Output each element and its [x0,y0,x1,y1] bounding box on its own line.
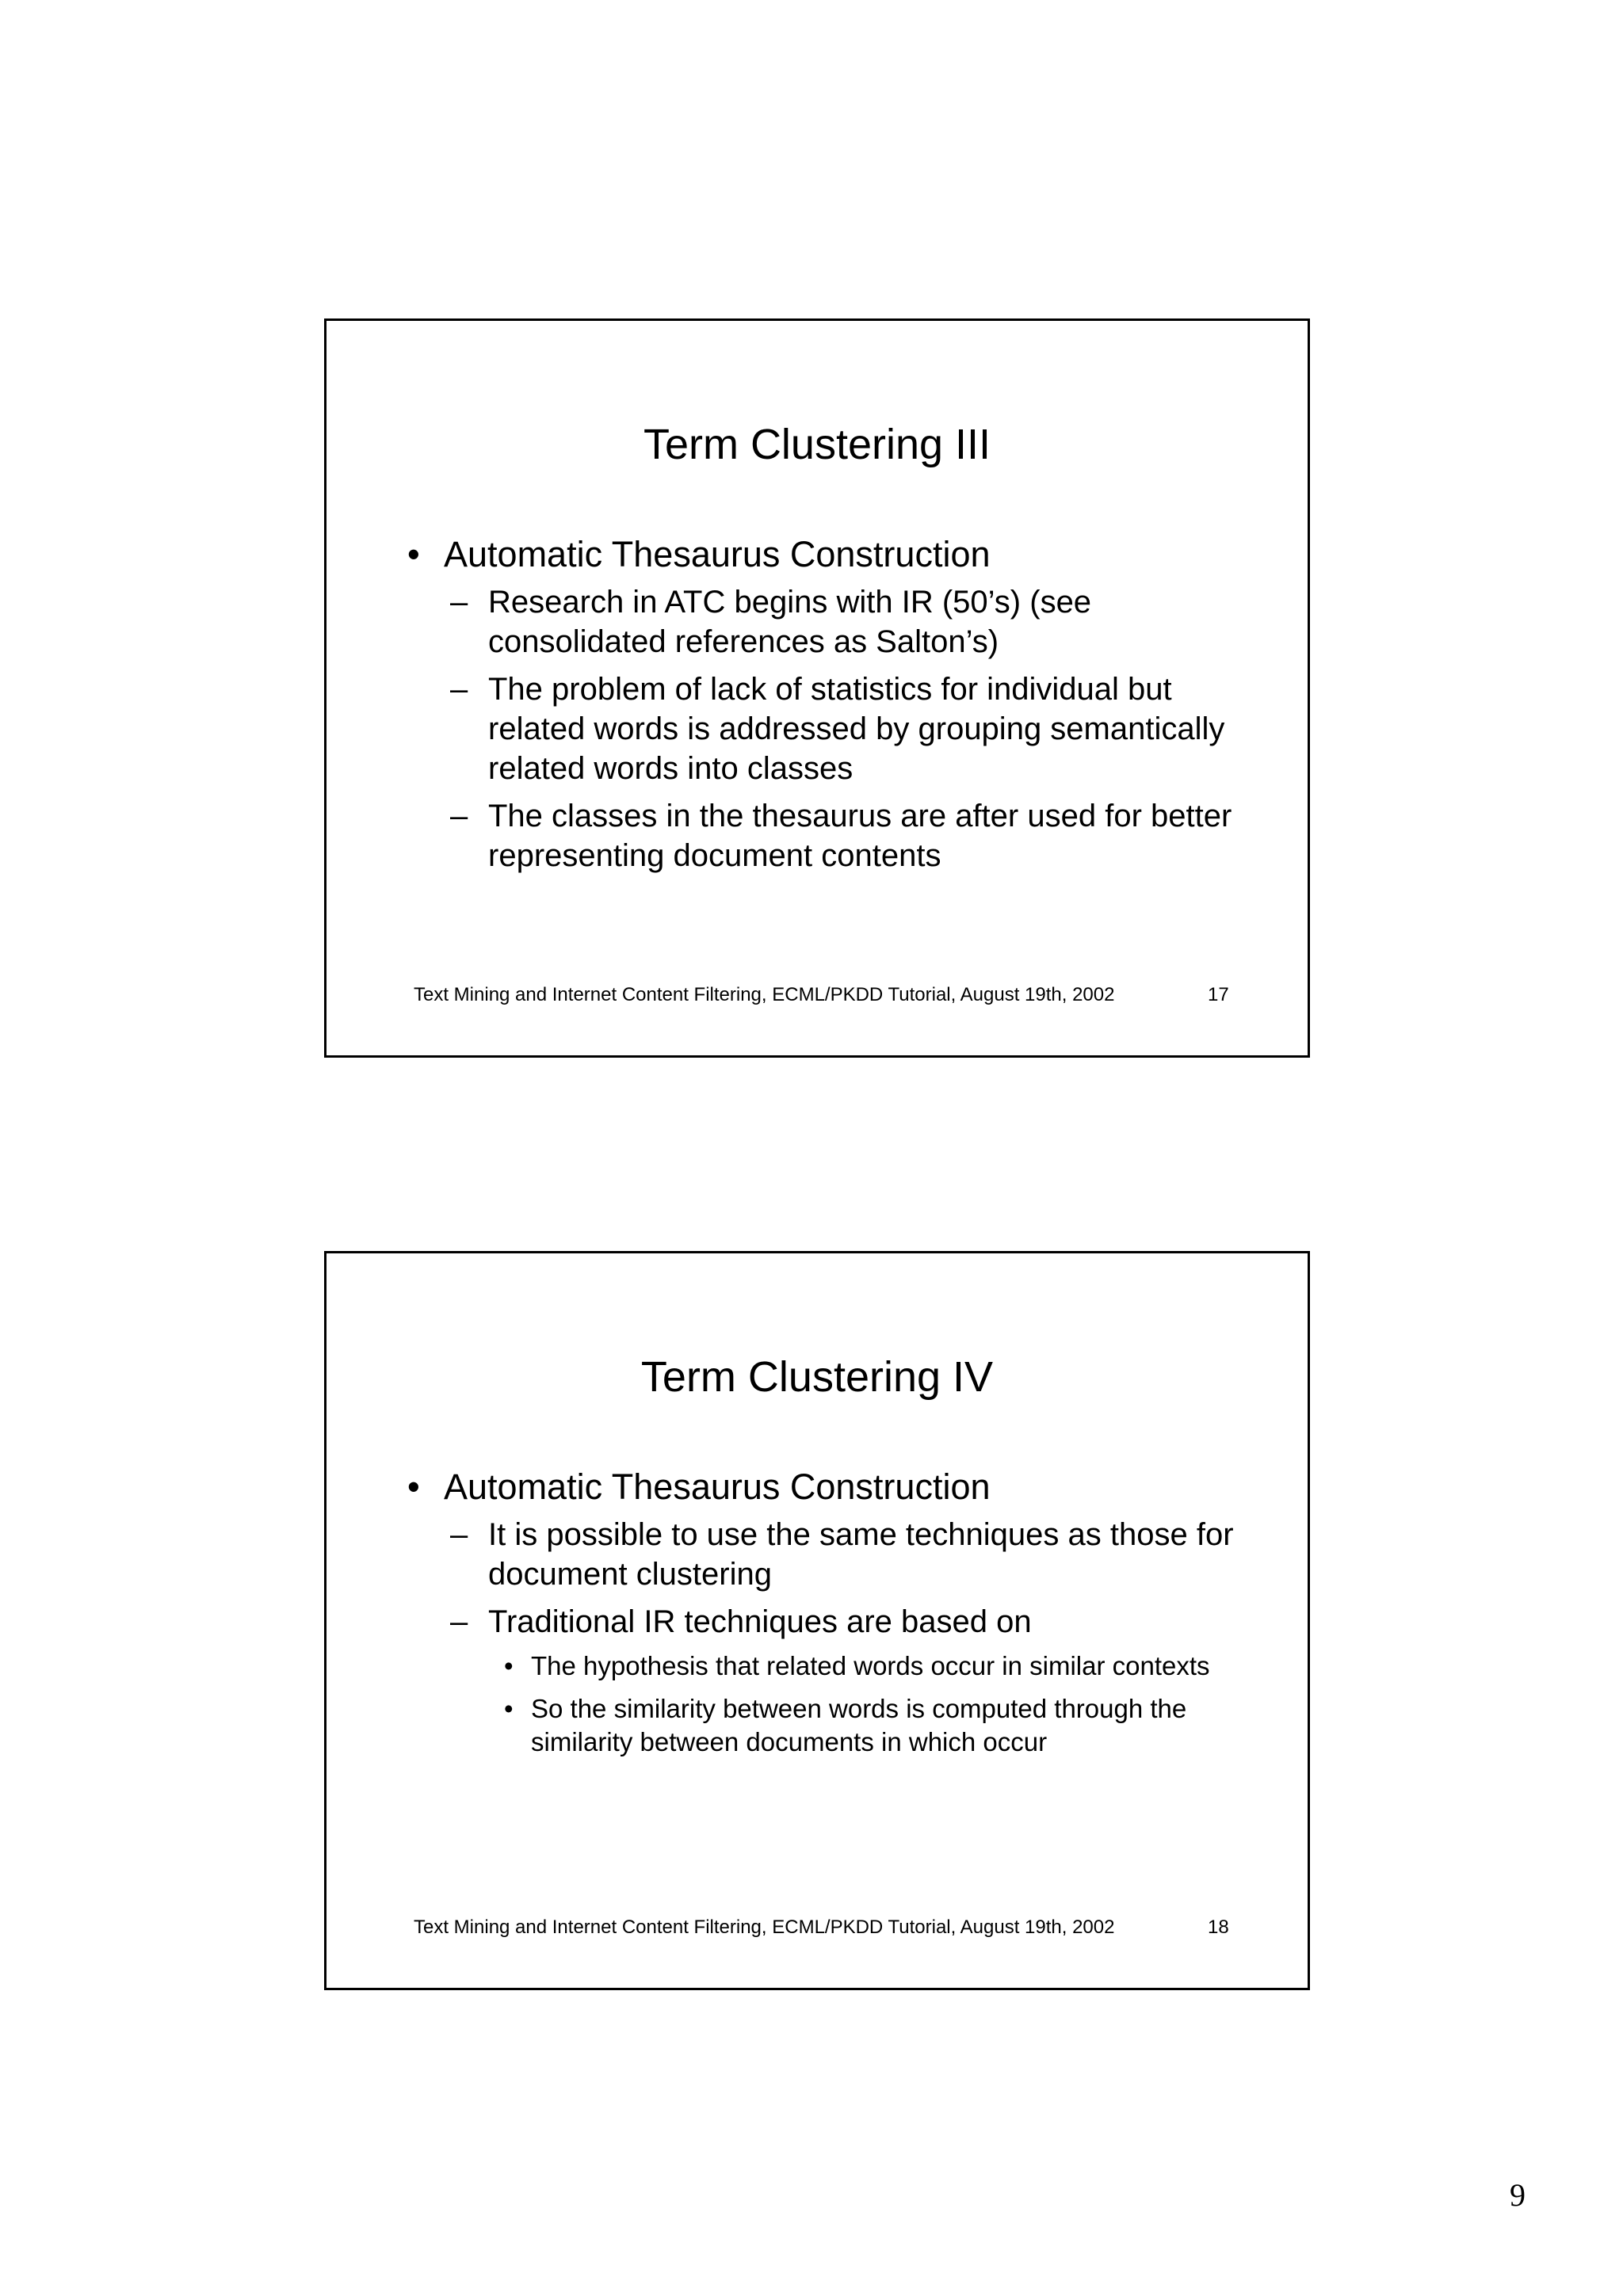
dash-marker: – [450,1517,468,1552]
bullet-marker: • [407,534,420,574]
sub-item [407,1602,1239,1642]
sub-item-text: The classes in the thesaurus are after used for better representing document contents [488,799,1232,873]
bullet-text: Automatic Thesaurus Construction [444,1466,991,1507]
sub-item [407,1515,1239,1594]
slide-body [407,535,1239,883]
slide-footer: Text Mining and Internet Content Filtering, ECML/PKDD Tutorial, August 19th, 2002 [414,1917,1115,1938]
bullet-marker: • [407,1466,420,1507]
dash-marker: – [450,1604,468,1639]
sub-list [407,1515,1239,1759]
slide-17 [324,318,1310,1058]
slide-number: 17 [1208,984,1229,1005]
sub-item [407,582,1239,662]
sub-item [407,669,1239,788]
sub-item [407,796,1239,875]
slide-number: 18 [1208,1917,1229,1938]
sub-item-text: Research in ATC begins with IR (50’s) (see consolidated references as Salton’s) [488,585,1092,659]
slide-title: Term Clustering IV [640,1353,994,1401]
bullet-marker: • [504,1651,514,1680]
bullet-item [407,1467,1239,1507]
page-number: 9 [1510,2177,1526,2213]
slide-body [407,1467,1239,1768]
bullet-marker: • [504,1694,514,1723]
subsub-item-text: The hypothesis that related words occur in similar contexts [531,1651,1210,1680]
sub-item-text: It is possible to use the same techniques as those for document clustering [488,1517,1234,1592]
dash-marker: – [450,672,468,707]
dash-marker: – [450,799,468,833]
subsub-item [407,1692,1239,1759]
sub-item-text: The problem of lack of statistics for individual but related words is addressed by grouping semantically related words into classes [488,672,1225,786]
subsub-item-text: So the similarity between words is computed through the similarity between documents in which occur [531,1694,1187,1756]
bullet-item [407,535,1239,574]
slide-18 [324,1251,1310,1990]
bullet-text: Automatic Thesaurus Construction [444,534,991,574]
slide-title: Term Clustering III [643,421,991,468]
slide-footer: Text Mining and Internet Content Filtering, ECML/PKDD Tutorial, August 19th, 2002 [414,984,1115,1005]
subsub-item [407,1650,1239,1683]
dash-marker: – [450,585,468,620]
sub-item-text: Traditional IR techniques are based on [488,1604,1032,1639]
sub-list [407,582,1239,875]
